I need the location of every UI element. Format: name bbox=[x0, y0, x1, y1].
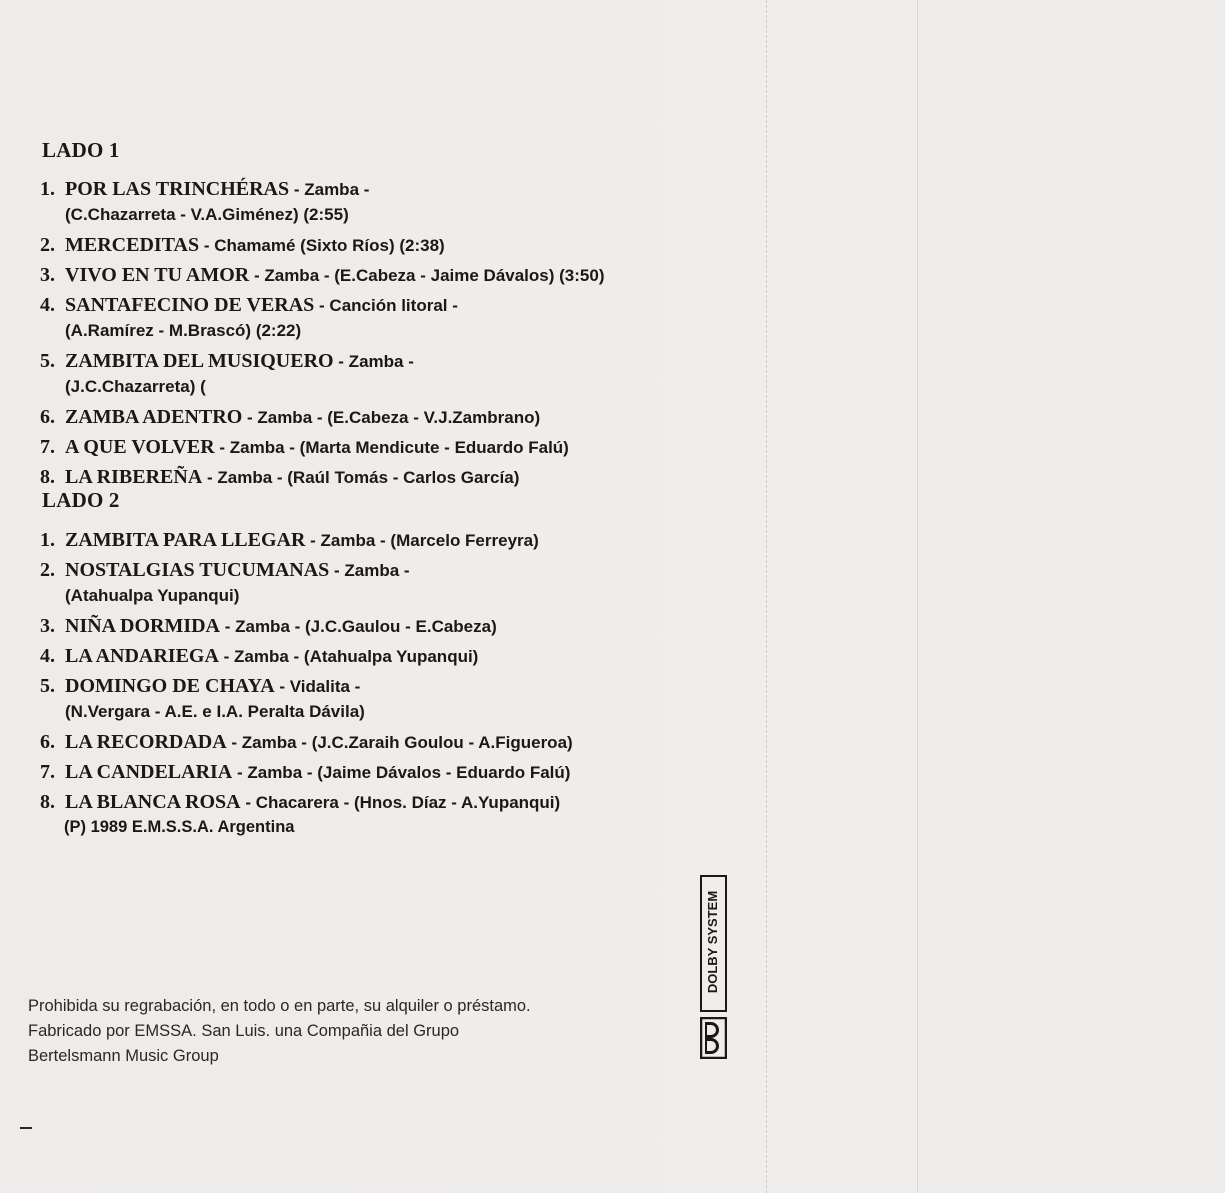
track-line bbox=[40, 434, 604, 460]
track-details: - Zamba - (E.Cabeza - V.J.Zambrano) bbox=[242, 408, 541, 427]
legal-notice bbox=[28, 994, 531, 1069]
track-line bbox=[40, 348, 604, 374]
track-line bbox=[40, 232, 604, 258]
track-title: DOMINGO DE CHAYA bbox=[65, 675, 275, 697]
track-number: 3. bbox=[40, 615, 55, 637]
track-details: - Zamba - (Atahualpa Yupanqui) bbox=[218, 647, 479, 666]
track-item bbox=[40, 643, 573, 669]
dolby-label: DOLBY SYSTEM bbox=[705, 890, 720, 994]
track-number: 8. bbox=[40, 466, 55, 488]
legal-line: Prohibida su regrabación, en todo o en parte, su alquiler o préstamo. bbox=[28, 997, 531, 1015]
track-number: 2. bbox=[40, 559, 55, 581]
track-number: 8. bbox=[40, 791, 55, 813]
track-item bbox=[40, 348, 604, 400]
track-number: 5. bbox=[40, 675, 55, 697]
track-title: LA ANDARIEGA bbox=[65, 645, 219, 667]
fold-line bbox=[917, 0, 918, 1193]
track-item bbox=[40, 729, 573, 755]
track-credits: (Atahualpa Yupanqui) bbox=[65, 586, 240, 605]
track-details: - Chamamé (Sixto Ríos) (2:38) bbox=[199, 236, 445, 255]
track-credits: (A.Ramírez - M.Brascó) (2:22) bbox=[65, 321, 302, 340]
track-title: NOSTALGIAS TUCUMANAS bbox=[65, 559, 330, 581]
track-item bbox=[40, 759, 573, 785]
track-number: 1. bbox=[40, 529, 55, 551]
track-item bbox=[40, 527, 573, 553]
track-number: 6. bbox=[40, 731, 55, 753]
track-title: A QUE VOLVER bbox=[65, 436, 215, 458]
track-details: - Vidalita - bbox=[274, 677, 361, 696]
side1-track-list bbox=[40, 176, 604, 494]
track-item bbox=[40, 613, 573, 639]
track-number: 7. bbox=[40, 761, 55, 783]
track-details: - Zamba - (J.C.Zaraih Goulou - A.Figueroa) bbox=[226, 733, 573, 752]
track-line bbox=[40, 613, 573, 639]
track-title: NIÑA DORMIDA bbox=[65, 615, 220, 637]
track-line bbox=[40, 176, 604, 202]
track-line bbox=[40, 673, 573, 699]
track-number: 6. bbox=[40, 406, 55, 428]
track-line bbox=[40, 789, 573, 815]
track-details: - Zamba - (Marta Mendicute - Eduardo Falú) bbox=[214, 438, 569, 457]
print-mark bbox=[20, 1127, 32, 1129]
track-title: LA RIBEREÑA bbox=[65, 466, 203, 488]
track-details: - Zamba - bbox=[333, 352, 414, 371]
legal-line: Fabricado por EMSSA. San Luis. una Compañia del Grupo bbox=[28, 1022, 460, 1040]
track-number: 7. bbox=[40, 436, 55, 458]
track-line bbox=[40, 527, 573, 553]
track-title: ZAMBITA PARA LLEGAR bbox=[65, 529, 306, 551]
track-details: - Zamba - (E.Cabeza - Jaime Dávalos) (3:50) bbox=[249, 266, 605, 285]
fold-line bbox=[766, 0, 767, 1193]
track-number: 4. bbox=[40, 645, 55, 667]
track-number: 2. bbox=[40, 234, 55, 256]
track-details: - Zamba - (J.C.Gaulou - E.Cabeza) bbox=[220, 617, 497, 636]
track-title: POR LAS TRINCHÉRAS bbox=[65, 178, 290, 200]
track-item bbox=[40, 176, 604, 228]
legal-line: Bertelsmann Music Group bbox=[28, 1047, 219, 1065]
track-line bbox=[40, 404, 604, 430]
side2-track-list bbox=[40, 527, 573, 819]
side2-heading: LADO 2 bbox=[42, 488, 120, 512]
track-details: - Canción litoral - bbox=[314, 296, 458, 315]
track-item bbox=[40, 232, 604, 258]
track-details: - Zamba - bbox=[289, 180, 370, 199]
track-title: LA RECORDADA bbox=[65, 731, 227, 753]
track-item bbox=[40, 789, 573, 815]
track-number: 3. bbox=[40, 264, 55, 286]
track-credits: (N.Vergara - A.E. e I.A. Peralta Dávila) bbox=[65, 702, 365, 721]
copyright-notice: (P) 1989 E.M.S.S.A. Argentina bbox=[64, 818, 295, 836]
track-item bbox=[40, 404, 604, 430]
track-details: - Zamba - (Jaime Dávalos - Eduardo Falú) bbox=[232, 763, 571, 782]
track-line bbox=[40, 262, 604, 288]
track-credits: (C.Chazarreta - V.A.Giménez) (2:55) bbox=[65, 205, 349, 224]
track-item bbox=[40, 262, 604, 288]
track-line bbox=[40, 643, 573, 669]
track-title: LA CANDELARIA bbox=[65, 761, 233, 783]
track-details: - Zamba - bbox=[329, 561, 410, 580]
track-line bbox=[40, 292, 604, 318]
track-number: 4. bbox=[40, 294, 55, 316]
dolby-system-badge bbox=[700, 875, 727, 1061]
side1-heading: LADO 1 bbox=[42, 138, 120, 162]
track-item bbox=[40, 464, 604, 490]
track-details: - Chacarera - (Hnos. Díaz - A.Yupanqui) bbox=[240, 793, 561, 812]
track-title: LA BLANCA ROSA bbox=[65, 791, 241, 813]
track-title: ZAMBITA DEL MUSIQUERO bbox=[65, 350, 334, 372]
track-title: ZAMBA ADENTRO bbox=[65, 406, 243, 428]
track-number: 5. bbox=[40, 350, 55, 372]
track-title: MERCEDITAS bbox=[65, 234, 200, 256]
track-line bbox=[40, 557, 573, 583]
dolby-double-d-icon bbox=[700, 1017, 727, 1059]
track-item bbox=[40, 557, 573, 609]
track-item bbox=[40, 434, 604, 460]
track-number: 1. bbox=[40, 178, 55, 200]
track-credits: (J.C.Chazarreta) ( bbox=[65, 377, 206, 396]
track-item bbox=[40, 292, 604, 344]
track-line bbox=[40, 729, 573, 755]
track-details: - Zamba - (Marcelo Ferreyra) bbox=[305, 531, 539, 550]
track-item bbox=[40, 673, 573, 725]
track-details: - Zamba - (Raúl Tomás - Carlos García) bbox=[202, 468, 520, 487]
track-title: VIVO EN TU AMOR bbox=[65, 264, 250, 286]
track-line bbox=[40, 759, 573, 785]
track-title: SANTAFECINO DE VERAS bbox=[65, 294, 315, 316]
track-line bbox=[40, 464, 604, 490]
inlay-spine-panel bbox=[918, 0, 1225, 1193]
